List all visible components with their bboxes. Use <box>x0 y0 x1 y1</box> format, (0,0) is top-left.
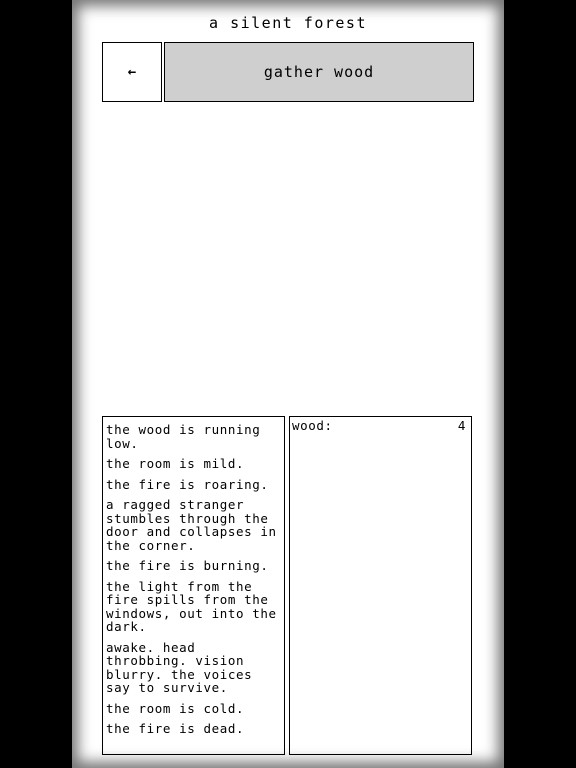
log-entry: a ragged stranger stumbles through the door and collapses in the corner. <box>106 497 277 553</box>
left-arrow-icon: ← <box>127 64 137 80</box>
log-entry: the room is cold. <box>106 700 245 716</box>
gather-wood-button[interactable]: gather wood <box>164 42 474 102</box>
location-title: a silent forest <box>209 14 367 32</box>
stores-panel <box>289 416 472 755</box>
event-log[interactable] <box>102 416 285 755</box>
log-entry: the fire is roaring. <box>106 476 269 492</box>
log-entry: the fire is dead. <box>106 721 245 736</box>
game-panel <box>72 0 504 768</box>
store-row-wood <box>292 419 466 433</box>
log-entry: awake. head throbbing. vision blurry. the voices say to survive. <box>106 639 253 695</box>
log-entry: the room is mild. <box>106 456 245 471</box>
log-entry: the light from the fire spills from the windows, out into the dark. <box>106 578 277 634</box>
log-entry: the wood is running low. <box>106 422 261 451</box>
back-button[interactable] <box>102 42 162 102</box>
store-count: 4 <box>457 418 466 433</box>
store-label: wood: <box>292 418 333 433</box>
log-entry: the fire is burning. <box>106 558 269 573</box>
